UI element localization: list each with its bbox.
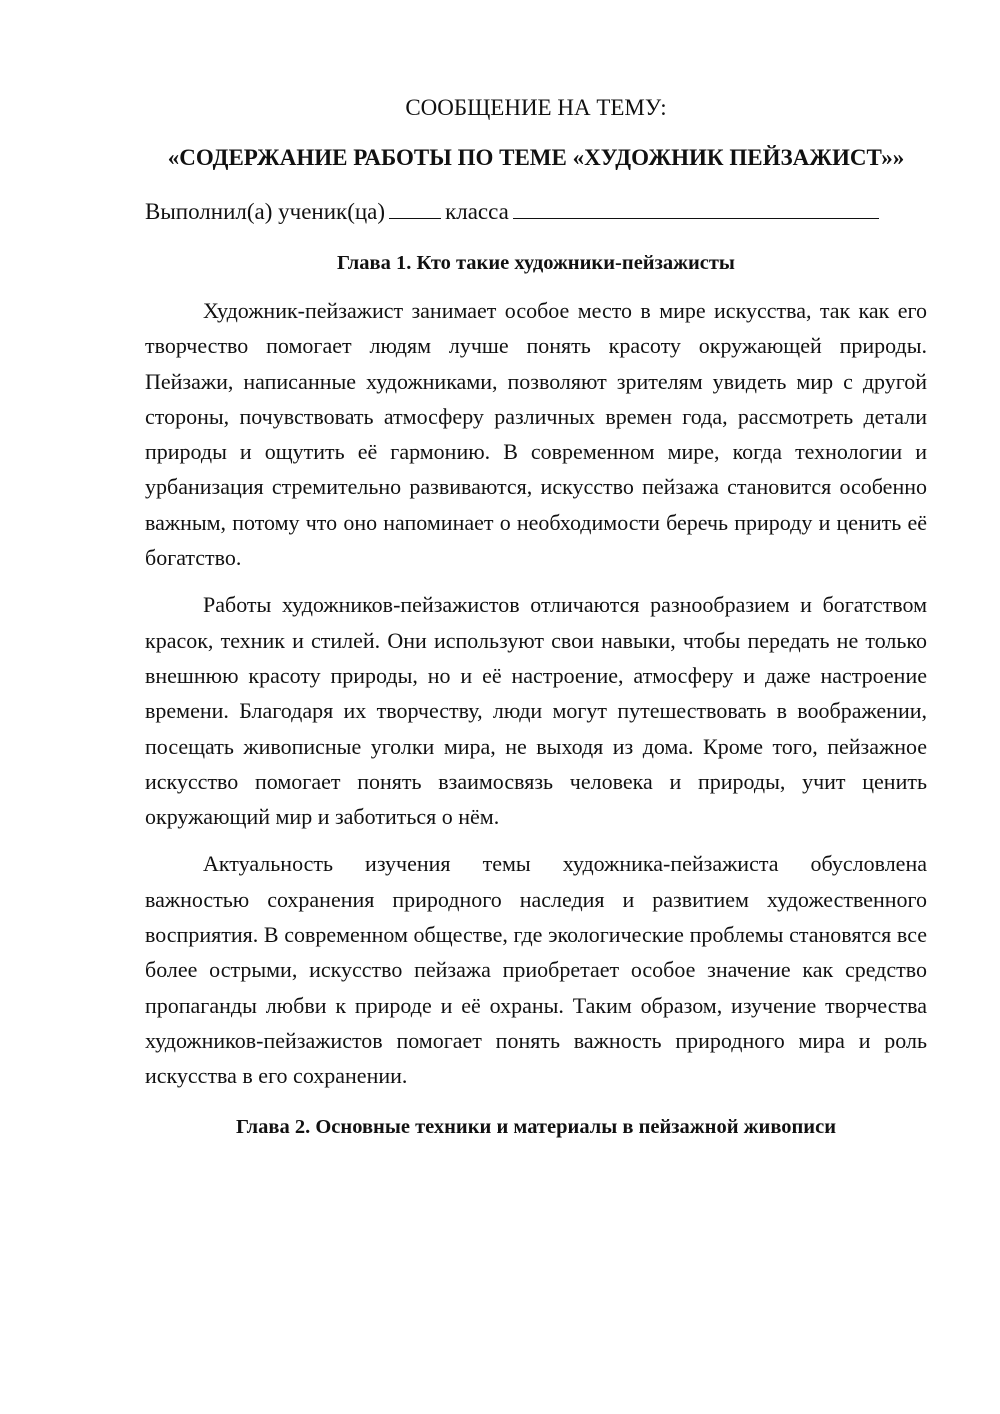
class-number-blank — [389, 194, 441, 219]
performer-label: Выполнил(а) ученик(ца) — [145, 199, 386, 224]
document-title: «СОДЕРЖАНИЕ РАБОТЫ ПО ТЕМЕ «ХУДОЖНИК ПЕЙЗАЖИСТ»» — [167, 145, 905, 170]
performer-line — [145, 192, 927, 232]
chapter-1-paragraph-1: Художник-пейзажист занимает особое место в мире искусства, так как его творчество помогает людям лучше понять красоту окружающей природы. Пейзажи, написанные художниками, позволяют зрителям увидеть мир с другой стороны, почувствовать атмосферу различных времен года, рассмотреть детали природы и ощутить её гармонию. В современном мире, когда технологии и урбанизация стремительно развиваются, искусство пейзажа становится особенно важным, потому что оно напоминает о необходимости беречь природу и ценить её богатство. — [145, 298, 927, 571]
chapter-1-title: Глава 1. Кто такие художники-пейзажисты — [337, 252, 735, 274]
chapter-2-title: Глава 2. Основные техники и материалы в пейзажной живописи — [235, 1115, 837, 1138]
chapter-1-paragraph-2: Работы художников-пейзажистов отличаются разнообразием и богатством красок, техник и стилей. Они используют свои навыки, чтобы передать не только внешнюю красоту природы, но и её настроение, атмосферу и даже настроение времени. Благодаря их творчеству, люди могут путешествовать в воображении, посещать живописные уголки мира, не выходя из дома. Кроме того, пейзажное искусство помогает понять взаимосвязь человека и природы, учит ценить окружающий мир и заботиться о нём. — [145, 592, 927, 830]
document-body — [145, 88, 927, 1145]
document-heading-topic: СООБЩЕНИЕ НА ТЕМУ: — [405, 95, 667, 120]
chapter-1-paragraph-3: Актуальность изучения темы художника-пейзажиста обусловлена важностью сохранения природного наследия и развитием художественного восприятия. В современном обществе, где экологические проблемы становятся все более острыми, искусство пейзажа приобретает особое значение как средство пропаганды любви к природе и её охраны. Таким образом, изучение творчества художников-пейзажистов помогает понять важность природного мира и роль искусства в его сохранении. — [145, 851, 927, 1089]
class-label: класса — [445, 199, 509, 224]
student-name-blank — [513, 194, 879, 219]
